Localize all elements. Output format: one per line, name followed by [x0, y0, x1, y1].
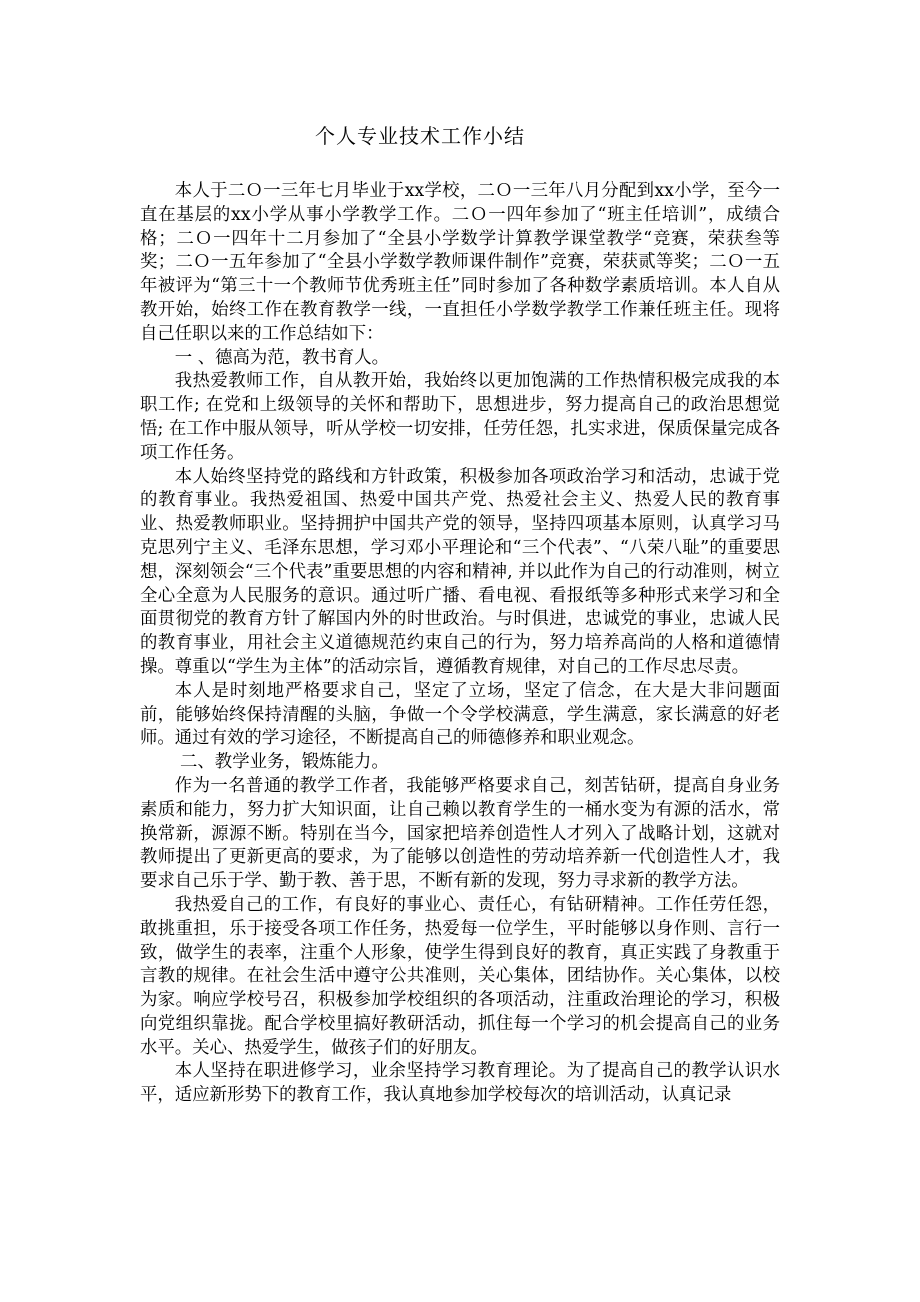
document-body	[140, 180, 780, 1108]
paragraph: 我热爱自己的工作，有良好的事业心、责任心，有钻研精神。工作任劳任怨，敢挑重担，乐于接受各项工作任务，热爱每一位学生，平时能够以身作则、言行一致，做学生的表率，注重个人形象，使学生得到良好的教育，真正实践了身教重于言教的规律。在社会生活中遵守公共准则，关心集体，团结协作。关心集体，以校为家。响应学校号召，积极参加学校组织的各项活动，注重政治理论的学习，积极向党组织靠拢。配合学校里搞好教研活动，抓住每一个学习的机会提高自己的业务水平。关心、热爱学生，做孩子们的好朋友。	[140, 894, 780, 1058]
section-heading-2: 二、教学业务，锻炼能力。	[180, 752, 389, 773]
paragraph: 我热爱教师工作，自从教开始，我始终以更加饱满的工作热情积极完成我的本职工作; 在党和上级领导的关怀和帮助下，思想进步，努力提高自己的政治思想觉悟; 在工作中服从领导，听从学校一切安排，任劳任怨，扎实求进，保质保量完成各项工作任务。	[140, 371, 780, 463]
paragraph-intro: 本人于二Ｏ一三年七月毕业于xx学校，二Ｏ一三年八月分配到xx小学，至今一直在基层的xx小学从事小学教学工作。二Ｏ一四年参加了“班主任培训”，成绩合格；二Ｏ一四年十二月参加了“全县小学数学计算教学课堂教学“竞赛，荣获叁等奖；二Ｏ一五年参加了“全县小学数学教师课件制作”竞赛，荣获贰等奖；二Ｏ一五年被评为“第三十一个教师节优秀班主任”同时参加了各种数学素质培训。本人自从教开始，始终工作在教育教学一线，一直担任小学数学教学工作兼任班主任。现将自己任职以来的工作总结如下：	[140, 181, 780, 344]
paragraph: 本人是时刻地严格要求自己，坚定了立场，坚定了信念，在大是大非问题面前，能够始终保持清醒的头脑，争做一个令学校满意，学生满意，家长满意的好老师。通过有效的学习途径，不断提高自己的师德修养和职业观念。	[140, 680, 780, 749]
section-heading-1: 一 、德高为范，教书育人。	[174, 347, 390, 368]
paragraph: 本人始终坚持党的路线和方针政策，积极参加各项政治学习和活动，忠诚于党的教育事业。我热爱祖国、热爱中国共产党、热爱社会主义、热爱人民的教育事业、热爱教师职业。坚持拥护中国共产党的领导，坚持四项基本原则，认真学习马克思列宁主义、毛泽东思想，学习邓小平理论和“三个代表”、“八荣八耻”的重要思想，深刻领会“三个代表”重要思想的内容和精神, 并以此作为自己的行动准则，树立全心全意为人民服务的意识。通过听广播、看电视、看报纸等多种形式来学习和全面贯彻党的教育方针了解国内外的时世政治。与时俱进，忠诚党的事业，忠诚人民的教育事业，用社会主义道德规范约束自己的行为，努力培养高尚的人格和道德情操。尊重以“学生为主体”的活动宗旨，遵循教育规律，对自己的工作尽忠尽责。	[140, 466, 780, 677]
document-title: 个人专业技术工作小结	[315, 124, 525, 148]
paragraph: 本人坚持在职进修学习，业余坚持学习教育理论。为了提高自己的教学认识水平，适应新形势下的教育工作，我认真地参加学校每次的培训活动，认真记录	[140, 1061, 780, 1106]
paragraph: 作为一名普通的教学工作者，我能够严格要求自己，刻苦钻研，提高自身业务素质和能力，努力扩大知识面，让自己赖以教育学生的一桶水变为有源的活水，常换常新，源源不断。特别在当今，国家把培养创造性人才列入了战略计划，这就对教师提出了更新更高的要求，为了能够以创造性的劳动培养新一代创造性人才，我要求自己乐于学、勤于教、善于思，不断有新的发现，努力寻求新的教学方法。	[140, 775, 780, 892]
